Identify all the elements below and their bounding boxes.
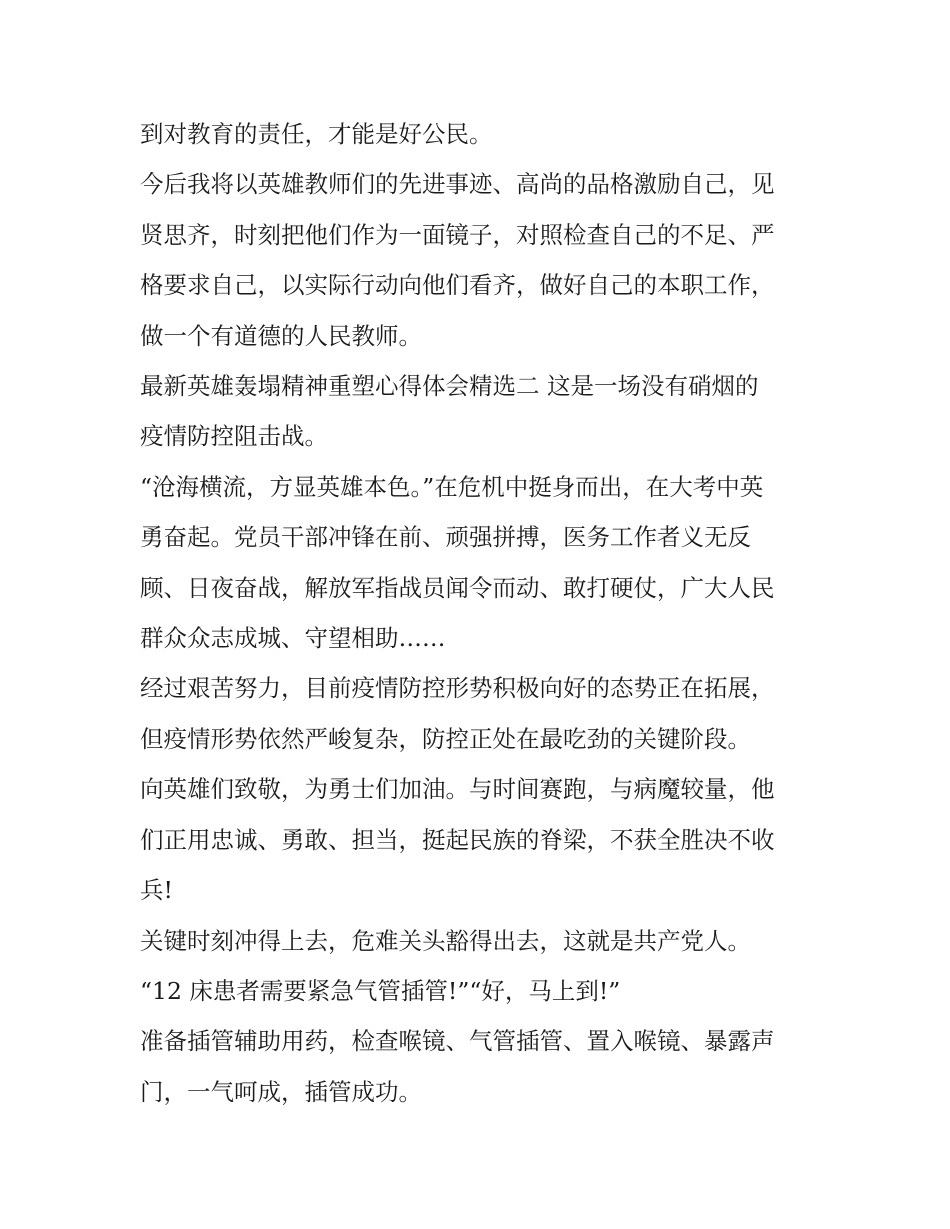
paragraph-6 [140,764,820,915]
text-line: 门，一气呵成，插管成功。 [140,1077,422,1106]
paragraph-3 [140,361,820,462]
paragraph-1 [140,109,820,159]
text-line: “12 床患者需要紧急气管插管!”“好，马上到!” [140,976,621,1005]
text-line: 贤思齐，时刻把他们作为一面镜子，对照检查自己的不足、严 [140,220,775,249]
text-line: 勇奋起。党员干部冲锋在前、顽强拼搏，医务工作者义无反 [140,523,751,552]
text-line: 向英雄们致敬，为勇士们加油。与时间赛跑，与病魔较量，他 [140,775,775,804]
paragraph-7 [140,916,820,966]
document-body [140,109,820,1117]
text-line: 群众众志成城、守望相助…… [140,624,446,653]
text-line: 格要求自己，以实际行动向他们看齐，做好自己的本职工作， [140,271,775,300]
text-line: 到对教育的责任，才能是好公民。 [140,120,493,148]
text-line: 今后我将以英雄教师们的先进事迹、高尚的品格激励自己，见 [140,170,775,199]
text-line: 最新英雄轰塌精神重塑心得体会精选二 这是一场没有硝烟的 [140,372,759,401]
paragraph-5 [140,663,820,764]
text-line: 顾、日夜奋战，解放军指战员闻令而动、敢打硬仗，广大人民 [140,573,775,602]
text-line: 但疫情形势依然严峻复杂，防控正处在最吃劲的关键阶段。 [140,724,751,753]
text-line: 准备插管辅助用药，检查喉镜、气管插管、置入喉镜、暴露声 [140,1027,775,1056]
paragraph-9 [140,1016,820,1117]
text-line: 关键时刻冲得上去，危难关头豁得出去，这就是共产党人。 [140,926,751,955]
text-line: 经过艰苦努力，目前疫情防控形势积极向好的态势正在拓展， [140,674,775,703]
paragraph-2 [140,159,820,361]
text-line: 们正用忠诚、勇敢、担当，挺起民族的脊梁，不获全胜决不收 [140,825,775,854]
text-line: 疫情防控阻击战。 [140,422,328,451]
paragraph-8 [140,966,820,1016]
text-line: 做一个有道德的人民教师。 [140,321,422,350]
text-line: “沧海横流，方显英雄本色。”在危机中挺身而出，在大考中英 [140,472,764,501]
paragraph-4 [140,462,820,664]
text-line: 兵! [140,876,173,905]
